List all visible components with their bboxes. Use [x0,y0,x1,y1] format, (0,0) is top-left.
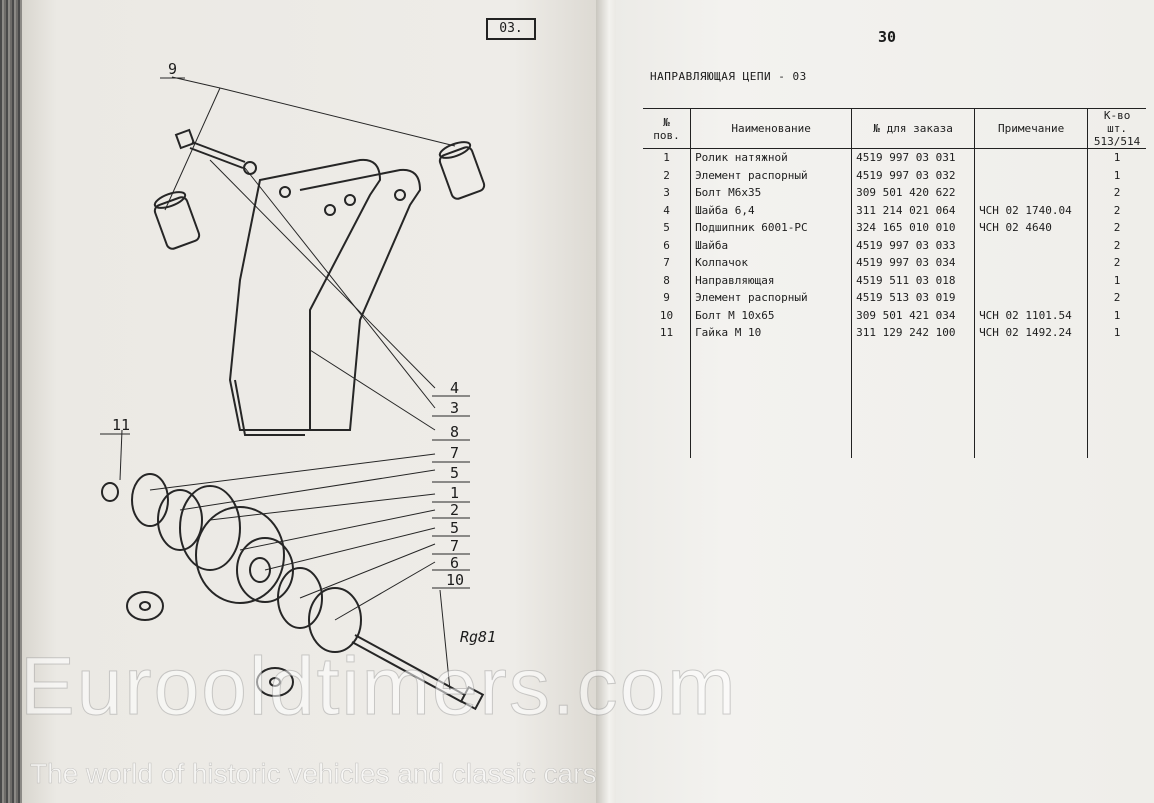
callout-7: 7 [450,444,460,462]
cell-note [975,272,1088,290]
cell-qty: 2 [1088,289,1146,307]
cell-qty: 1 [1088,272,1146,290]
callout-2: 2 [450,501,460,519]
table-row [643,149,1146,167]
cell-qty: 2 [1088,254,1146,272]
cell-name: Гайка М 10 [691,324,852,342]
cell-pos: 1 [663,151,670,165]
washer-left [127,592,163,620]
cell-pos: 2 [663,168,670,182]
watermark-tagline: The world of historic vehicles and classic cars [30,758,597,789]
callout-5: 5 [450,464,460,482]
cell-pos: 11 [659,326,674,340]
exploded-assembly-drawing [60,50,560,730]
section-title: НАПРАВЛЯЮЩАЯ ЦЕПИ - 03 [650,70,807,83]
cell-name: Болт М6х35 [691,184,852,202]
cell-name: Элемент распорный [691,289,852,307]
cell-code: 4519 997 03 033 [852,237,975,255]
table-filler-row [643,342,1146,459]
cell-name: Болт М 10х65 [691,307,852,325]
header-note: Примечание [975,109,1088,149]
cell-code: 311 129 242 100 [852,324,975,342]
header-qty: К-во шт. 513/514 [1088,109,1146,149]
cell-code: 311 214 021 064 [852,202,975,220]
cell-qty: 1 [1088,307,1146,325]
table-row [643,254,1146,272]
table-row [643,289,1146,307]
cell-qty: 1 [1088,324,1146,342]
callout-11: 11 [112,416,131,434]
callout-5b: 5 [450,519,460,537]
callout-3: 3 [450,399,460,417]
cell-code: 309 501 420 622 [852,184,975,202]
cell-pos: 5 [663,221,670,235]
cell-note [975,149,1088,167]
table-row [643,272,1146,290]
header-pos: № пов. [643,109,691,149]
cell-code: 4519 513 03 019 [852,289,975,307]
cell-qty: 2 [1088,219,1146,237]
cell-name: Колпачок [691,254,852,272]
cell-name: Направляющая [691,272,852,290]
signature-mark: Rg81 [460,628,497,646]
cell-name: Шайба 6,4 [691,202,852,220]
cell-pos: 7 [663,256,670,270]
callout-10: 10 [446,571,465,589]
parts-table [643,108,1146,458]
cell-qty: 1 [1088,167,1146,185]
cell-pos: 8 [663,273,670,287]
callout-9: 9 [168,60,178,78]
cell-note: ЧСН 02 4640 [975,219,1088,237]
small-bolt [176,130,256,174]
page-number: 30 [878,28,897,46]
cell-note [975,184,1088,202]
cell-code: 309 501 421 034 [852,307,975,325]
table-row [643,219,1146,237]
cell-qty: 2 [1088,237,1146,255]
table-row [643,167,1146,185]
cell-pos: 6 [663,238,670,252]
cell-code: 4519 511 03 018 [852,272,975,290]
spacer-tube-right [438,139,486,201]
cell-name: Шайба [691,237,852,255]
cell-note: ЧСН 02 1740.04 [975,202,1088,220]
cell-code: 324 165 010 010 [852,219,975,237]
cell-note [975,254,1088,272]
table-row [643,324,1146,342]
cell-pos: 3 [663,186,670,200]
header-code: № для заказа [852,109,975,149]
callout-6: 6 [450,554,460,572]
cell-qty: 1 [1088,149,1146,167]
table-row [643,307,1146,325]
cell-note: ЧСН 02 1492.24 [975,324,1088,342]
callout-4: 4 [450,379,460,397]
roller-assembly [102,474,361,652]
spacer-tube-left [153,189,201,251]
section-label: 03. [486,18,536,40]
watermark-brand: Eurooldtimers.com [20,641,738,732]
cell-pos: 10 [659,308,674,322]
callout-8: 8 [450,423,460,441]
cell-name: Подшипник 6001-PC [691,219,852,237]
table-row [643,184,1146,202]
cell-code: 4519 997 03 031 [852,149,975,167]
cell-code: 4519 997 03 034 [852,254,975,272]
cell-note [975,237,1088,255]
cell-note: ЧСН 02 1101.54 [975,307,1088,325]
cell-pos: 9 [663,291,670,305]
cell-qty: 2 [1088,184,1146,202]
cell-note [975,289,1088,307]
cell-name: Элемент распорный [691,167,852,185]
table-header-row [643,109,1146,149]
table-row [643,202,1146,220]
cell-note [975,167,1088,185]
table-row [643,237,1146,255]
callout-7b: 7 [450,537,460,555]
callout-1: 1 [450,484,460,502]
cell-qty: 2 [1088,202,1146,220]
header-name: Наименование [691,109,852,149]
cell-code: 4519 997 03 032 [852,167,975,185]
cell-name: Ролик натяжной [691,149,852,167]
cell-pos: 4 [663,203,670,217]
guide-bracket [230,160,420,435]
